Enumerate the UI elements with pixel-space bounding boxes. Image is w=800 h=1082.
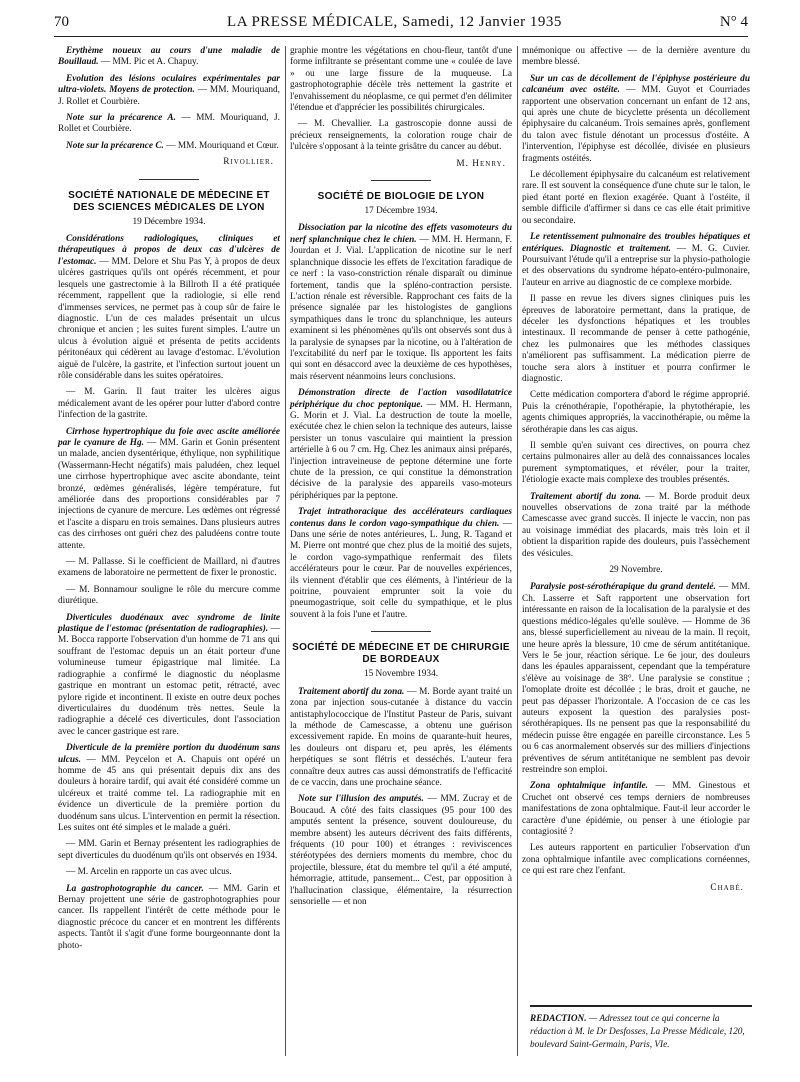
article-entry [522, 781, 750, 838]
issue-number: N° 4 [719, 14, 748, 30]
session-date: 15 Novembre 1934. [363, 669, 439, 680]
signature: Chabé. [710, 882, 744, 893]
article-text: — MM. Mouriquand, J. Rollet et Courbière. [58, 113, 280, 135]
article-title: Trajet intrathoracique des accélérateurs cardiaques contenus dans le cordon vago-sympathique du chien. [290, 507, 512, 529]
article-text: — MM. Guyot et Courriades rapportent une observation concernant un enfant de 12 ans, qui après une chute de bicyclette présenta un décollement épiphysaire du calcanéum. Trois semaines après, gonflement du talon avec fistule dénotant un processus d'ostéite. A l'intervention, l'épiphyse est décollée, divisée en plusieurs fragments ostéités. [522, 85, 750, 164]
article-text: Il semble qu'en suivant ces directives, on pourra chez certains pulmonaires aller au delà des connaissances locales purement symptomatiques, et révéler, pour la traiter, l'étiologie exacte mais complexe des troubles présentés. [522, 441, 750, 486]
article-entry [58, 74, 280, 108]
article-title: Paralysie post-sérothérapique du grand dentelé. [530, 582, 716, 593]
discussion-text: — M. Chevallier. La gastroscopie donne aussi de précieux renseignements, la coloration rouge chair de l'ulcère s'opposant à la teinte grisâtre du cancer au début. [290, 119, 512, 153]
running-title: LA PRESSE MÉDICALE, Samedi, 12 Janvier 1935 [227, 14, 562, 30]
article-text: — MM. H. Hermann, F. Jourdan et J. Vial. L'application de nicotine sur le nerf splanchnique dissocie les effets de l'excitation faradique de ce nerf : la vaso-constriction rénale disparaît ou diminue fortement, tandis que la spléno-contraction persiste. L'action rénale est réversible. Rapprochant ces faits de la présence signalée par les histologistes de ganglions sympathiques dans le tronc du splanchnique, les auteurs examinent si les phénomènes qu'ils ont observés sont dus à la paralysie de synapses par la nicotine, ou à l'altération de l'excitabilité du nerf par le toxique. Ils apportent les faits qui sont en désaccord avec la deuxième de ces hypothèses, mais réservent néanmoins leurs conclusions. [290, 234, 512, 382]
redaction-label: REDACTION. [530, 1014, 587, 1024]
redaction-text: — Adressez tout ce qui concerne la rédaction à M. le Dr Desfosses, La Presse Médicale, 120, boulevard Saint-Germain, Paris, VIe. [530, 1014, 745, 1050]
article-text: — MM. Ginestous et Cruchet ont observé ces temps derniers de nombreuses manifestations de zona ophtalmique. Faut-il leur accorder le caractère d'une épidémie, ou penser à une étiologie par contagiosité ? [522, 781, 750, 837]
article-text: — MM. Mouriquand, J. Rollet et Courbière. [58, 85, 280, 107]
article-entry [58, 234, 280, 382]
article-title: Le retentissement pulmonaire des troubles hépatiques et entériques. Diagnostic et traitement. [522, 232, 750, 254]
signature: Rivollier. [223, 157, 274, 168]
article-title: Considérations radiologiques, cliniques et thérapeutiques à propos de deux cas d'ulcères de l'estomac. [58, 234, 280, 267]
redaction-notice [530, 1005, 752, 1052]
article-title: Traitement abortif du zona. [298, 686, 405, 697]
article-title: Note sur la précarence A. [66, 113, 176, 124]
article-entry [58, 867, 280, 878]
article-entry [290, 388, 512, 502]
continued-text: graphie montre les végétations en chou-fleur, tantôt d'une forme infiltrante se présentant comme une « coulée de lave » ou une large fissure de la muqueuse. La gastrophotographie décèle très nettement la gastrite et l'envahissement du néoplasme, ce qui permet d'en délimiter l'étendue et d'apprécier les possibilités chirurgicales. [290, 46, 512, 114]
article-entry [290, 223, 512, 383]
column-divider-1 [285, 46, 286, 1056]
article-text: Il passe en revue les divers signes cliniques puis les épreuves de laboratoire permettant, dans la pratique, de déceler les dysfonctions hépatiques et les troubles intestinaux. Il recommande de penser à cette pathogénie, chez les pulmonaires que les méthodes classiques n'améliorent pas suffisamment. La médication pierre de touche sera alors à instituer et pourra confirmer le diagnostic. [522, 294, 750, 384]
page-header [54, 14, 748, 37]
article-entry [58, 557, 280, 580]
article-text: — MM. Delore et Shu Pas Y, à propos de deux ulcères gastriques qu'ils ont opérés récemment, et pour lesquels une gastrectomie à la Billroth II a été pratiquée récemment, rappellent que la radiologie, si elle rend d'immenses services, ne permet pas à coup sûr de faire le diagnostic. L'un de ces malades présentait un ulcus chronique et ancien ; les suites furent simples. L'autre un ulcus à évolution aiguë et présenta de petits accidents péritonéaux qui cédèrent au lavage d'estomac. L'évolution aiguë de l'ulcère, la gastrite, et l'infection surtout jouent un rôle considérable dans les suites opératoires. [58, 256, 280, 381]
article-title: Diverticules duodénaux avec syndrome de linite plastique de l'estomac (présentation de radiographies). [58, 612, 280, 635]
article-title: Dissociation par la nicotine des effets vasomoteurs du nerf splanchnique chez le chien. [290, 223, 512, 245]
article-text: — MM. Garin et Gonin présentent un malade, ancien dysentérique, éthylique, non syphilitique (Wassermann-Hecht négatifs) mais paludéen, chez lequel une cirrhose hypertrophique avec ascite abondante, teint bronzé, œdèmes généralisés, légère température, fut améliorée dans des proportions considérables par 7 injections de cyanure de mercure. Les œdèmes ont régressé et l'ascite a disparu en trois semaines. Dans plusieurs autres cas des cirrhoses ont guéri chez des paludéens contre toute attente. [58, 437, 280, 551]
article-entry [58, 46, 280, 69]
article-title: Diverticule de la première portion du duodénum sans ulcus. [58, 743, 280, 765]
article-text: — MM. Ch. Lasserre et Saft rapportent une observation fort intéressante en raison de la localisation de la paralysie et des questions médico-légales qu'elle soulève. — Homme de 36 ans, blessé superficiellement au niveau de la main. Il reçoit, une heure après la blessure, 10 cme de sérum antitétanique. Vers le 5e jour, réaction sérique. Le 6e jour, des douleurs dans les épaules apparaissent, cependant que la température s'élève au voisinage de 38°. Une paralysie se constitue ; l'omoplate droite est décollée ; le bras, droit et gauche, ne peut pas dépasser l'horizontale. A l'occasion de ce cas les auteurs exposent la question des paralysies post-sérothérapiques. Ils ne pensent pas que la responsabilité du médecin puisse être engagée en pareille circonstance. Les 5 ou 6 cas anormalement observés sur des milliers d'injections préventives de sérum antitétanique ne semblent pas devoir restreindre son emploi. [522, 582, 750, 775]
article-title: Démonstration directe de l'action vasodilatatrice périphérique du choc peptonique. [290, 388, 512, 410]
article-text: — M. Arcelin en rapporte un cas avec ulcus. [66, 867, 232, 878]
article-text: — Dans une série de notes antérieures, L. Jung, R. Tagand et M. Pierre ont montré que chez plus de la moitié des sujets, le cordon vago-sympathique renfermait des filets accélérateurs pour le cœur. Par de nouvelles expériences, ils viennent d'établir que ces éléments, à l'intérieur de la poitrine, pouvaient emprunter soit la voie du pneumogastrique, soit celle du sympathique, et le plus souvent à la fois l'une et l'autre. [290, 518, 512, 620]
article-entry [522, 232, 750, 289]
article-text: — M. Borde produit deux nouvelles observations de zona traité par la méthode Camescasse avec grand succès. Il injecte le vaccin, non pas au voisinage immédiat des placards, mais très loin et il obtient la disparition rapide des douleurs, puis l'assèchement des vésicules. [522, 491, 751, 559]
column-2 [290, 46, 512, 913]
article-entry [522, 441, 750, 487]
article-entry [290, 794, 512, 908]
article-entry [290, 687, 512, 790]
article-entry [290, 507, 512, 621]
column-1 [58, 46, 280, 957]
article-text: — MM. Pic et A. Chapuy. [98, 57, 199, 68]
session-date: 29 Novembre. [609, 565, 663, 576]
article-entry [522, 74, 750, 165]
column-divider-2 [517, 46, 518, 1056]
article-text: — M. Garin. Il faut traiter les ulcères aigus médicalement avant de les opérer pour lutter d'abord contre l'infection de la gastrite. [58, 387, 280, 421]
article-text: — M. G. Cuvier. Poursuivant l'étude qu'il a entreprise sur la physio-pathologie et des observations du syndrome hépato-entéro-pulmonaire, l'auteur en arrive au diagnostic de ce complexe morbide. [522, 243, 750, 288]
column-3 [522, 46, 750, 900]
article-entry [522, 390, 750, 436]
society-heading: SOCIÉTÉ DE MÉDECINE ET DE CHIRURGIE DE BORDEAUX [292, 642, 510, 666]
page-number: 70 [54, 14, 69, 30]
article-entry [58, 613, 280, 738]
article-title: Erythème noueux au cours d'une maladie de Bouillaud. [58, 46, 280, 68]
article-title: Evolution des lésions oculaires expérimentales par ultra-violets. Moyens de protection. [58, 73, 280, 96]
article-entry [522, 170, 750, 227]
article-title: Note sur la précarence C. [66, 140, 164, 151]
article-entry [58, 585, 280, 608]
article-text: — M. Bonnamour souligne le rôle du mercure comme diurétique. [58, 584, 280, 607]
article-text: — MM. Zucray et de Boucaud. A côté des faits classiques (95 pour 100 des amputés sentent la présence, souvent douloureuse, du membre absent) les auteurs décrivent des faits différents, fréquents (10 pour 100) et étranges : reviviscences stéréotypées des derniers moments du membre, choc du projectile, blessure, état du membre tel qu'il a été amputé, hémorragie, attitude, pansement... C'est, par opposition à l'hallucination classique, élémentaire, la résurrection sensorielle — et non [290, 794, 513, 907]
article-entry [522, 492, 750, 560]
article-text: Le décollement épiphysaire du calcanéum est relativement rare. Il est souvent la conséquence d'une chute sur le talon, le pied étant porté en flexion exagérée. Quant à l'ostéite, il semble difficile d'affirmer si dans ce cas elle était primitive ou secondaire. [522, 170, 750, 226]
article-entry [58, 141, 280, 152]
article-entry [522, 582, 750, 776]
article-text: — MM. Garin et Bernay présentent les radiographies de sept diverticules du duodénum qu'ils ont observés en 1934. [58, 839, 280, 861]
article-text: — M. Pallasse. Si le coefficient de Maillard, ni d'autres examens de laboratoire ne permettent de fixer le pronostic. [58, 557, 280, 579]
article-title: Cirrhose hypertrophique du foie avec ascite améliorée par le cyanure de Hg. [58, 426, 280, 448]
divider [139, 179, 199, 180]
session-date: 19 Décembre 1934. [132, 216, 206, 227]
divider [371, 180, 431, 181]
article-entry [522, 294, 750, 385]
article-text: — M. Bocca rapporte l'observation d'un homme de 71 ans qui souffrant de l'estomac depuis un an était porteur d'une volumineuse tumeur épigastrique mal limitée. La radiographie a confirmé le diagnostic du néoplasme gastrique en montrant un estomac petit, rétracté, avec pylore rigide et incontinent. Il existe en outre deux poches diverticulaires du duodénum très nettes. Seule la radiographie a décelé ces diverticules, dont l'association avec le cancer gastrique est rare. [58, 624, 280, 737]
session-date: 17 Décembre 1934. [364, 206, 438, 217]
article-entry [58, 427, 280, 552]
article-text: — MM. Garin et Bernay projettent une série de gastrophotographies pour cancer. Ils rappellent l'intérêt de cette méthode pour le diagnostic précoce du cancer et en montrent les différents aspects. Tantôt il s'agit d'une forme bourgeonnante dont la photo- [58, 883, 281, 951]
continued-text: mnémonique ou affective — de la dernière aventure du membre blessé. [522, 46, 750, 68]
article-text: — M. Borde ayant traité un zona par injection sous-cutanée à distance du vaccin antistaphylococcique de l'Institut Pasteur de Paris, suivant la méthode de Camescasse, a obtenu une guérison excessivement rapide. En moins de quarante-huit heures, les douleurs ont disparu et, peu après, les éléments herpétiques se sont flétris et desséchés. L'auteur fera connaître deux autres cas aussi démonstratifs de l'efficacité de ce vaccin, dans une prochaine séance. [290, 686, 512, 788]
society-heading: SOCIÉTÉ DE BIOLOGIE DE LYON [317, 191, 485, 203]
article-entry [58, 839, 280, 862]
article-entry [58, 884, 280, 952]
article-entry [58, 387, 280, 421]
signature: M. Henry. [456, 158, 506, 169]
article-title: Sur un cas de décollement de l'épiphyse postérieure du calcanéum avec ostéite. [522, 73, 750, 96]
article-entry [58, 113, 280, 136]
article-text: — MM. Peycelon et A. Chapuis ont opéré un homme de 45 ans qui présentait depuis dix ans des douleurs à horaire tardif, qui avait été considéré comme un ulcéreux et traité comme tel. La radiographie mit en évidence un diverticule de la première portion du duodénum sans ulcus. L'intervention en permit la résection. Les suites ont été simples et le malade a guéri. [58, 754, 280, 833]
article-title: La gastrophotographie du cancer. [66, 883, 204, 894]
divider [371, 631, 431, 632]
article-text: — MM. H. Hermann, G. Morin et J. Vial. La destruction de toute la moelle, exécutée chez le chien selon la technique des auteurs, laisse persister un tonus vasculaire qui maintient la pression artérielle à 6 ou 7 cm. Hg. Chez les animaux ainsi préparés, l'injection intraveineuse de peptone détermine une forte chute de la pression, ce qui constitue la démonstration décisive de la paralysie des appareils vaso-moteurs périphériques par la peptone. [290, 399, 513, 501]
article-title: Traitement abortif du zona. [530, 491, 641, 502]
article-title: Zona ophtalmique infantile. [530, 781, 649, 792]
article-entry [522, 843, 750, 877]
society-heading: SOCIÉTÉ NATIONALE DE MÉDECINE ET DES SCIENCES MÉDICALES DE LYON [68, 189, 270, 213]
article-entry [58, 743, 280, 834]
article-text: — MM. Mouriquand et Cœur. [163, 140, 279, 151]
article-text: Les auteurs rapportent en particulier l'observation d'un zona ophtalmique infantile avec complications cornéennes, ce qui est rare chez l'enfant. [522, 843, 750, 877]
article-title: Note sur l'illusion des amputés. [298, 794, 424, 805]
article-text: Cette médication comportera d'abord le régime approprié. Puis la crénothérapie, l'opothérapie, la phytothérapie, les agents chimiques appropriés, la vaccinothérapie, ou même la sérothérapie dans les cas aigus. [522, 390, 750, 435]
